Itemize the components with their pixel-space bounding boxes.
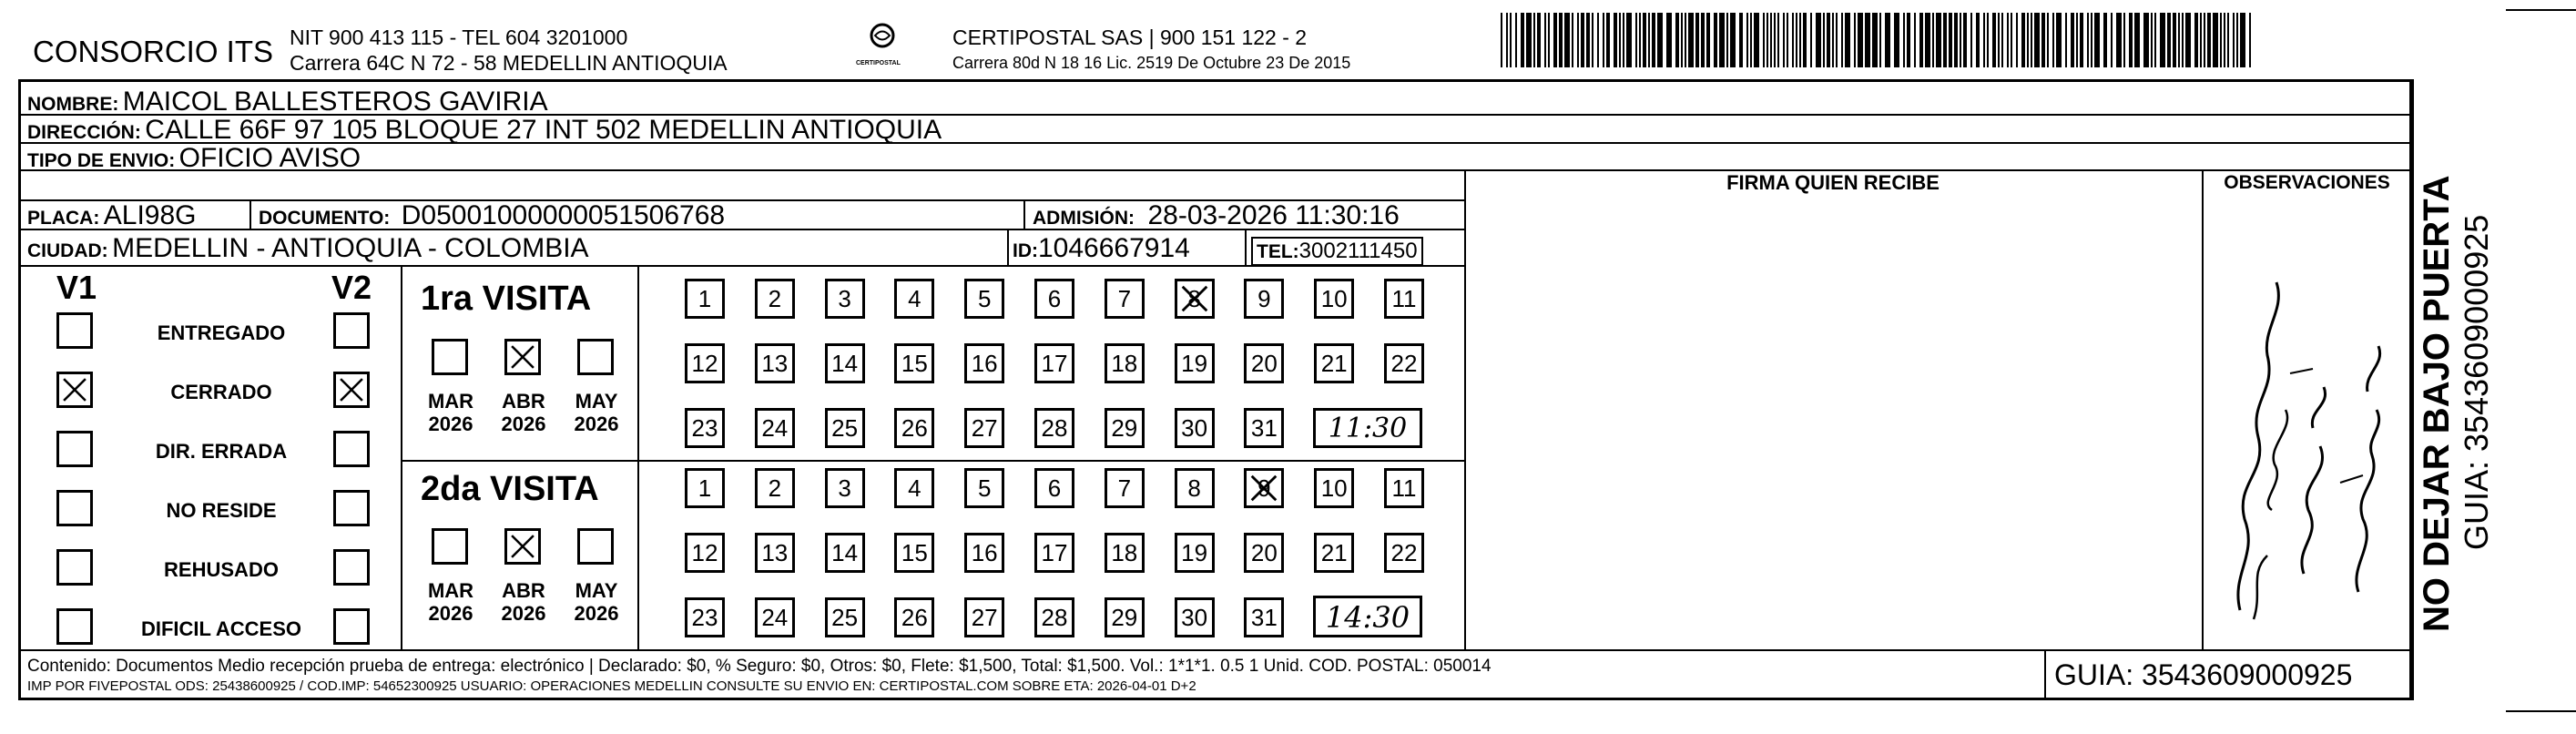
barcode-bar bbox=[1746, 13, 1748, 67]
barcode-bar bbox=[2143, 13, 2149, 67]
month-checkbox[interactable] bbox=[432, 339, 468, 375]
month-label bbox=[419, 579, 483, 626]
v1-checkbox[interactable] bbox=[56, 431, 93, 467]
barcode-bar bbox=[2016, 13, 2018, 67]
barcode-bar bbox=[1515, 13, 1517, 67]
first-visit-time: 11:30 bbox=[1313, 408, 1422, 448]
day-box[interactable]: 16 bbox=[964, 343, 1004, 383]
day-box[interactable]: 8 bbox=[1175, 468, 1215, 508]
day-box[interactable]: 30 bbox=[1175, 597, 1215, 637]
month-year: 2026 bbox=[501, 413, 546, 436]
barcode-bar bbox=[1903, 13, 1905, 67]
barcode-bar bbox=[1714, 13, 1717, 67]
barcode-bar bbox=[1750, 13, 1752, 67]
status-label: CERRADO bbox=[170, 381, 272, 403]
status-label: REHUSADO bbox=[164, 558, 279, 581]
barcode-bar bbox=[2080, 13, 2083, 67]
barcode-bar bbox=[2185, 13, 2191, 67]
barcode-bar bbox=[1777, 13, 1779, 67]
admission-label: ADMISIÓN: bbox=[1033, 208, 1135, 229]
barcode-bar bbox=[2047, 13, 2049, 67]
barcode-bar bbox=[2001, 13, 2003, 67]
day-box[interactable]: 23 bbox=[685, 597, 725, 637]
barcode-bar bbox=[1770, 13, 1772, 67]
barcode-bar bbox=[2213, 13, 2218, 67]
month-name: MAY bbox=[575, 579, 618, 602]
v2-checkbox[interactable] bbox=[333, 549, 370, 586]
day-box[interactable]: 29 bbox=[1105, 597, 1145, 637]
barcode-bar bbox=[2220, 13, 2222, 67]
barcode-bar bbox=[1987, 13, 1989, 67]
v2-checkbox[interactable] bbox=[333, 431, 370, 467]
company-nit: NIT 900 413 115 - TEL 604 3201000 bbox=[290, 25, 628, 49]
barcode-bar bbox=[2007, 13, 2009, 67]
barcode-bar bbox=[2031, 13, 2032, 67]
barcode-bar bbox=[1925, 13, 1930, 67]
barcode-bar bbox=[2249, 13, 2251, 67]
barcode-bar bbox=[1643, 13, 1646, 67]
signature-header: FIRMA QUIEN RECIBE bbox=[1726, 171, 1940, 194]
month-year: 2026 bbox=[428, 602, 473, 626]
day-box[interactable]: 9 bbox=[1244, 279, 1284, 319]
barcode-bar bbox=[1510, 13, 1512, 67]
barcode-bar bbox=[2034, 13, 2040, 67]
v1-label: V1 bbox=[56, 269, 97, 306]
barcode bbox=[1501, 13, 2256, 67]
day-box[interactable]: 11 bbox=[1384, 279, 1424, 319]
type-field bbox=[27, 145, 361, 172]
barcode-bar bbox=[2240, 13, 2245, 67]
day-box[interactable]: 22 bbox=[1384, 343, 1424, 383]
barcode-bar bbox=[1767, 13, 1768, 67]
name-field bbox=[27, 88, 548, 116]
day-box[interactable]: 24 bbox=[755, 597, 795, 637]
barcode-bar bbox=[1730, 13, 1736, 67]
barcode-bar bbox=[1827, 13, 1830, 67]
barcode-bar bbox=[2021, 13, 2025, 67]
barcode-bar bbox=[1832, 13, 1834, 67]
barcode-bar bbox=[1970, 13, 1972, 67]
day-box[interactable]: 3 bbox=[825, 279, 865, 319]
barcode-bar bbox=[2151, 13, 2153, 67]
barcode-bar bbox=[1763, 13, 1765, 67]
barcode-bar bbox=[2182, 13, 2184, 67]
status-label: ENTREGADO bbox=[157, 321, 286, 344]
barcode-bar bbox=[2011, 13, 2012, 67]
day-box[interactable]: 1 bbox=[685, 468, 725, 508]
barcode-bar bbox=[1845, 13, 1850, 67]
tel-field bbox=[1251, 237, 1423, 266]
v1-checkbox[interactable] bbox=[56, 312, 93, 349]
barcode-bar bbox=[1836, 13, 1838, 67]
barcode-bar bbox=[2207, 13, 2211, 67]
month-name: MAY bbox=[575, 390, 618, 413]
plate-label: PLACA: bbox=[27, 208, 100, 229]
barcode-bar bbox=[2123, 13, 2125, 67]
barcode-bar bbox=[1907, 13, 1910, 67]
barcode-bar bbox=[1652, 13, 1655, 67]
side-warning: NO DEJAR BAJO PUERTA bbox=[2417, 175, 2457, 632]
second-visit-time: 14:30 bbox=[1313, 596, 1422, 637]
day-box[interactable]: 21 bbox=[1314, 533, 1354, 573]
barcode-bar bbox=[1914, 13, 1916, 67]
v2-label: V2 bbox=[331, 269, 372, 306]
barcode-bar bbox=[1639, 13, 1641, 67]
day-box[interactable]: 20 bbox=[1244, 343, 1284, 383]
address-label: DIRECCIÓN: bbox=[27, 122, 141, 143]
day-box[interactable]: 10 bbox=[1314, 279, 1354, 319]
barcode-bar bbox=[2233, 13, 2235, 67]
barcode-bar bbox=[2076, 13, 2078, 67]
v2-checkbox[interactable] bbox=[333, 608, 370, 645]
barcode-bar bbox=[1548, 13, 1550, 67]
barcode-bar bbox=[1963, 13, 1967, 67]
day-box[interactable]: 7 bbox=[1105, 279, 1145, 319]
day-box[interactable]: 5 bbox=[964, 468, 1004, 508]
day-box[interactable]: 16 bbox=[964, 533, 1004, 573]
day-box[interactable]: 23 bbox=[685, 408, 725, 448]
carrier-name: CERTIPOSTAL SAS | 900 151 122 - 2 bbox=[952, 25, 1308, 49]
day-box[interactable]: 18 bbox=[1105, 533, 1145, 573]
day-box[interactable]: 2 bbox=[755, 468, 795, 508]
barcode-bar bbox=[1787, 13, 1788, 67]
certipostal-logo bbox=[860, 22, 905, 58]
month-year: 2026 bbox=[574, 602, 619, 626]
barcode-bar bbox=[1719, 13, 1725, 67]
first-visit-title: 1ra VISITA bbox=[421, 280, 592, 318]
barcode-bar bbox=[1648, 13, 1650, 67]
barcode-bar bbox=[1823, 13, 1825, 67]
barcode-bar bbox=[2224, 13, 2225, 67]
day-box[interactable]: 17 bbox=[1034, 533, 1074, 573]
month-checkbox[interactable] bbox=[432, 528, 468, 565]
day-box[interactable]: 30 bbox=[1175, 408, 1215, 448]
barcode-bar bbox=[1553, 13, 1557, 67]
day-box[interactable]: 1 bbox=[685, 279, 725, 319]
barcode-bar bbox=[1666, 13, 1672, 67]
barcode-bar bbox=[2200, 13, 2202, 67]
v1-checkbox[interactable] bbox=[56, 608, 93, 645]
day-box[interactable]: 12 bbox=[685, 343, 725, 383]
barcode-bar bbox=[1954, 13, 1958, 67]
barcode-bar bbox=[1501, 13, 1502, 67]
document-value: D05001000000051506768 bbox=[401, 200, 726, 230]
month-checkbox[interactable] bbox=[577, 339, 614, 375]
day-box[interactable]: 10 bbox=[1314, 468, 1354, 508]
barcode-bar bbox=[1816, 13, 1821, 67]
barcode-bar bbox=[1774, 13, 1776, 67]
day-box[interactable]: 29 bbox=[1105, 408, 1145, 448]
company-name: CONSORCIO ITS bbox=[33, 35, 274, 68]
id-field bbox=[1013, 235, 1190, 262]
v1-checkbox[interactable] bbox=[56, 549, 93, 586]
barcode-bar bbox=[1799, 13, 1801, 67]
day-box[interactable]: 12 bbox=[685, 533, 725, 573]
barcode-bar bbox=[1894, 13, 1899, 67]
barcode-bar bbox=[1992, 13, 1996, 67]
v1-checkbox[interactable] bbox=[56, 372, 93, 408]
barcode-bar bbox=[1635, 13, 1637, 67]
barcode-bar bbox=[1564, 13, 1570, 67]
day-box[interactable]: 3 bbox=[825, 468, 865, 508]
barcode-bar bbox=[1695, 13, 1699, 67]
barcode-bar bbox=[1754, 13, 1759, 67]
day-box[interactable]: 22 bbox=[1384, 533, 1424, 573]
right-edge-bracket bbox=[2506, 55, 2576, 712]
day-box[interactable]: 25 bbox=[825, 597, 865, 637]
barcode-bar bbox=[1739, 13, 1743, 67]
day-box[interactable]: 27 bbox=[964, 408, 1004, 448]
barcode-bar bbox=[2204, 13, 2205, 67]
barcode-bar bbox=[2167, 13, 2171, 67]
barcode-bar bbox=[1919, 13, 1923, 67]
barcode-bar bbox=[1544, 13, 1546, 67]
month-year: 2026 bbox=[501, 602, 546, 626]
barcode-bar bbox=[1885, 13, 1890, 67]
admission-value: 28-03-2026 11:30:16 bbox=[1147, 200, 1400, 230]
day-box[interactable]: 14 bbox=[825, 343, 865, 383]
id-value: 1046667914 bbox=[1038, 233, 1190, 263]
barcode-bar bbox=[1872, 13, 1878, 67]
barcode-bar bbox=[1932, 13, 1934, 67]
handwritten-observation bbox=[2204, 209, 2411, 647]
barcode-bar bbox=[2116, 13, 2122, 67]
day-box[interactable]: 26 bbox=[894, 597, 934, 637]
id-label: ID: bbox=[1013, 240, 1038, 261]
barcode-bar bbox=[1936, 13, 1941, 67]
barcode-bar bbox=[1586, 13, 1590, 67]
barcode-bar bbox=[1949, 13, 1952, 67]
observations-header: OBSERVACIONES bbox=[2224, 172, 2390, 193]
city-value: MEDELLIN - ANTIOQUIA - COLOMBIA bbox=[112, 233, 589, 263]
month-label bbox=[419, 390, 483, 436]
month-label bbox=[565, 390, 628, 436]
barcode-bar bbox=[1506, 13, 1508, 67]
barcode-bar bbox=[1581, 13, 1584, 67]
carrier-address: Carrera 80d N 18 16 Lic. 2519 De Octubre 23 De 2015 bbox=[952, 54, 1351, 72]
barcode-bar bbox=[1657, 13, 1663, 67]
v2-checkbox[interactable] bbox=[333, 372, 370, 408]
barcode-bar bbox=[1943, 13, 1947, 67]
day-box[interactable]: 25 bbox=[825, 408, 865, 448]
barcode-bar bbox=[1572, 13, 1573, 67]
month-name: ABR bbox=[502, 390, 545, 413]
barcode-bar bbox=[2194, 13, 2198, 67]
barcode-bar bbox=[1533, 13, 1535, 67]
barcode-bar bbox=[2071, 13, 2074, 67]
logo-caption: CERTIPOSTAL bbox=[856, 60, 901, 66]
document-field bbox=[259, 202, 725, 229]
v2-checkbox[interactable] bbox=[333, 490, 370, 526]
month-checkbox[interactable] bbox=[577, 528, 614, 565]
barcode-bar bbox=[1841, 13, 1843, 67]
day-box[interactable]: 19 bbox=[1175, 533, 1215, 573]
barcode-bar bbox=[1623, 13, 1624, 67]
month-checkbox[interactable] bbox=[504, 528, 541, 565]
month-name: MAR bbox=[427, 390, 474, 413]
month-name: MAR bbox=[427, 579, 474, 602]
barcode-bar bbox=[1858, 13, 1863, 67]
barcode-bar bbox=[1592, 13, 1593, 67]
name-label: NOMBRE: bbox=[27, 94, 119, 115]
barcode-bar bbox=[2052, 13, 2054, 67]
barcode-bar bbox=[2160, 13, 2165, 67]
barcode-bar bbox=[1701, 13, 1705, 67]
day-box[interactable]: 4 bbox=[894, 279, 934, 319]
barcode-bar bbox=[2027, 13, 2029, 67]
v2-checkbox[interactable] bbox=[333, 312, 370, 349]
barcode-bar bbox=[2111, 13, 2113, 67]
day-box[interactable]: 15 bbox=[894, 533, 934, 573]
barcode-bar bbox=[1726, 13, 1728, 67]
barcode-bar bbox=[1603, 13, 1604, 67]
v1-checkbox[interactable] bbox=[56, 490, 93, 526]
month-name: ABR bbox=[502, 579, 545, 602]
day-box[interactable]: 17 bbox=[1034, 343, 1074, 383]
admission-field bbox=[1033, 202, 1400, 229]
document-label: DOCUMENTO: bbox=[259, 208, 391, 229]
day-box[interactable]: 11 bbox=[1384, 468, 1424, 508]
day-box[interactable]: 31 bbox=[1244, 408, 1284, 448]
right-edge-line bbox=[2506, 9, 2576, 11]
day-box[interactable]: 28 bbox=[1034, 408, 1074, 448]
barcode-bar bbox=[2041, 13, 2045, 67]
barcode-bar bbox=[2236, 13, 2238, 67]
plate-field bbox=[27, 202, 197, 229]
day-box[interactable]: 6 bbox=[1034, 468, 1074, 508]
day-box[interactable]: 27 bbox=[964, 597, 1004, 637]
day-box[interactable]: 15 bbox=[894, 343, 934, 383]
company-address: Carrera 64C N 72 - 58 MEDELLIN ANTIOQUIA bbox=[290, 51, 728, 75]
barcode-bar bbox=[1976, 13, 1980, 67]
month-label bbox=[492, 579, 555, 626]
barcode-bar bbox=[1685, 13, 1686, 67]
type-value: OFICIO AVISO bbox=[178, 143, 361, 173]
barcode-bar bbox=[2154, 13, 2156, 67]
barcode-bar bbox=[1681, 13, 1683, 67]
day-box[interactable]: 24 bbox=[755, 408, 795, 448]
status-label: DIFICIL ACCESO bbox=[140, 617, 301, 640]
day-box[interactable]: 13 bbox=[755, 533, 795, 573]
barcode-bar bbox=[1626, 13, 1632, 67]
day-box[interactable]: 21 bbox=[1314, 343, 1354, 383]
type-label: TIPO DE ENVIO: bbox=[27, 150, 176, 171]
day-box[interactable]: 9 bbox=[1244, 468, 1284, 508]
side-guia: GUIA: 3543609000925 bbox=[2458, 214, 2495, 550]
day-box[interactable]: 7 bbox=[1105, 468, 1145, 508]
barcode-bar bbox=[1614, 13, 1617, 67]
barcode-bar bbox=[2227, 13, 2229, 67]
day-box[interactable]: 18 bbox=[1105, 343, 1145, 383]
month-checkbox[interactable] bbox=[504, 339, 541, 375]
barcode-bar bbox=[1559, 13, 1563, 67]
plate-value: ALI98G bbox=[103, 200, 197, 230]
day-box[interactable]: 8 bbox=[1175, 279, 1215, 319]
footer-contents: Contenido: Documentos Medio recepción prueba de entrega: electrónico | Declarado: $0, % Seguro: $0, Otros: $0, Flete: $1,500, Total: $1,500. Vol.: 1*1*1. 0.5 1 Unid. COD. POSTAL: 050014 bbox=[27, 657, 1492, 676]
barcode-bar bbox=[1803, 13, 1807, 67]
barcode-bar bbox=[1526, 13, 1532, 67]
city-field bbox=[27, 235, 589, 262]
day-box[interactable]: 31 bbox=[1244, 597, 1284, 637]
barcode-bar bbox=[1796, 13, 1797, 67]
barcode-bar bbox=[1688, 13, 1694, 67]
barcode-bar bbox=[1960, 13, 1961, 67]
barcode-bar bbox=[2094, 13, 2100, 67]
day-box[interactable]: 4 bbox=[894, 468, 934, 508]
status-label: NO RESIDE bbox=[166, 499, 277, 522]
barcode-bar bbox=[1537, 13, 1541, 67]
barcode-bar bbox=[2178, 13, 2180, 67]
barcode-bar bbox=[2134, 13, 2140, 67]
barcode-bar bbox=[2173, 13, 2176, 67]
tel-value: 3002111450 bbox=[1298, 239, 1418, 263]
barcode-bar bbox=[1606, 13, 1610, 67]
day-box[interactable]: 19 bbox=[1175, 343, 1215, 383]
barcode-bar bbox=[2091, 13, 2092, 67]
barcode-bar bbox=[1792, 13, 1794, 67]
day-box[interactable]: 2 bbox=[755, 279, 795, 319]
barcode-bar bbox=[1865, 13, 1870, 67]
barcode-bar bbox=[2056, 13, 2062, 67]
month-year: 2026 bbox=[428, 413, 473, 436]
day-box[interactable]: 20 bbox=[1244, 533, 1284, 573]
second-visit-title: 2da VISITA bbox=[421, 470, 599, 508]
month-year: 2026 bbox=[574, 413, 619, 436]
footer-guia: GUIA: 3543609000925 bbox=[2054, 658, 2353, 691]
barcode-bar bbox=[1783, 13, 1785, 67]
barcode-bar bbox=[1983, 13, 1985, 67]
address-field bbox=[27, 117, 942, 144]
barcode-bar bbox=[1706, 13, 1710, 67]
barcode-bar bbox=[2065, 13, 2067, 67]
day-box[interactable]: 5 bbox=[964, 279, 1004, 319]
address-value: CALLE 66F 97 105 BLOQUE 27 INT 502 MEDELLIN ANTIOQUIA bbox=[145, 115, 942, 145]
month-label bbox=[492, 390, 555, 436]
barcode-bar bbox=[2129, 13, 2133, 67]
name-value: MAICOL BALLESTEROS GAVIRIA bbox=[122, 87, 548, 117]
month-label bbox=[565, 579, 628, 626]
footer-imp: IMP POR FIVEPOSTAL ODS: 25438600925 / COD.IMP: 54652300925 USUARIO: OPERACIONES MEDELLIN CONSULTE SU ENVIO EN: CERTIPOSTAL.COM SOBRE ETA: 2026-04-01 D+2 bbox=[27, 678, 1196, 694]
day-box[interactable]: 14 bbox=[825, 533, 865, 573]
tel-label: TEL: bbox=[1257, 241, 1299, 262]
day-box[interactable]: 6 bbox=[1034, 279, 1074, 319]
barcode-bar bbox=[1998, 13, 2000, 67]
barcode-bar bbox=[1597, 13, 1599, 67]
day-box[interactable]: 26 bbox=[894, 408, 934, 448]
status-label: DIR. ERRADA bbox=[155, 440, 288, 463]
barcode-bar bbox=[1675, 13, 1679, 67]
barcode-bar bbox=[1619, 13, 1621, 67]
city-label: CIUDAD: bbox=[27, 240, 108, 261]
barcode-bar bbox=[1577, 13, 1579, 67]
day-box[interactable]: 13 bbox=[755, 343, 795, 383]
day-box[interactable]: 28 bbox=[1034, 597, 1074, 637]
barcode-bar bbox=[2087, 13, 2089, 67]
barcode-bar bbox=[1810, 13, 1812, 67]
barcode-bar bbox=[1521, 13, 1524, 67]
barcode-bar bbox=[2103, 13, 2107, 67]
barcode-bar bbox=[1854, 13, 1856, 67]
barcode-bar bbox=[1879, 13, 1881, 67]
